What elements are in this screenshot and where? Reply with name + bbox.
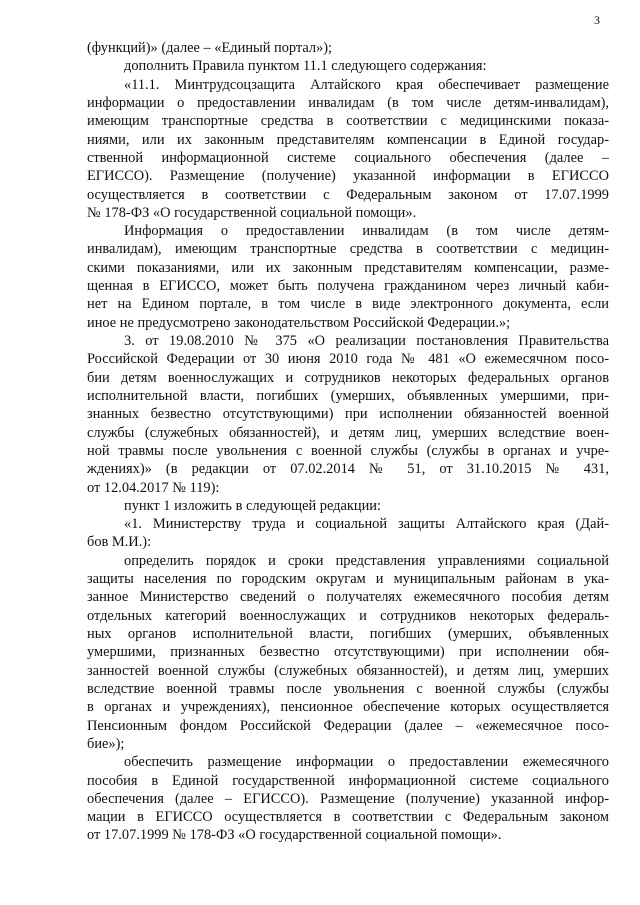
text-line: защиты населения по городским округам и муниципальным районам в ука- <box>87 571 609 588</box>
text-line: бии детям военнослужащих и сотрудников некоторых федеральных органов <box>87 369 609 386</box>
text-line: ственной информационной системе социального обеспечения (далее – <box>87 149 609 166</box>
text-line: бов М.И.): <box>87 534 152 551</box>
text-line: в органах и учреждениях), пенсионное обеспечение которых осуществляется <box>87 699 609 716</box>
text-line: умершими, признанных безвестно отсутствующими) при исполнении обя- <box>87 644 609 661</box>
text-line: № 178-ФЗ «О государственной социальной помощи». <box>87 204 417 221</box>
text-line: нет на Едином портале, в том числе в виде электронного документа, если <box>87 296 609 313</box>
text-line: (функций)» (далее – «Единый портал»); <box>87 40 333 56</box>
text-line: исполнительной власти, погибших (умерших, объявленных умершими, при- <box>87 387 609 404</box>
text-line: ных органов исполнительной власти, погибших (умерших, объявленных <box>87 626 609 642</box>
text-line: определить порядок и сроки представления управлениями социальной <box>124 552 609 569</box>
page-number: 3 <box>594 13 600 27</box>
text-line: от 17.07.1999 № 178-ФЗ «О государственной социальной помощи». <box>87 827 502 844</box>
document-body <box>87 39 609 845</box>
text-line: Пенсионным фондом Российской Федерации (далее – «ежемесячное посо- <box>87 717 609 734</box>
text-line: скими показаниями, или их законным представителям компенсации, разме- <box>87 259 609 276</box>
text-line: службы (служебных обязанностей), и детям лиц, умерших вследствие воен- <box>87 424 609 441</box>
text-line: отдельных категорий военнослужащих и сотрудников некоторых федераль- <box>87 607 609 624</box>
text-line: 3. от 19.08.2010 № 375 «О реализации постановления Правительства <box>124 333 609 349</box>
text-line: ждениях)» (в редакции от 07.02.2014 № 51, от 31.10.2015 № 431, <box>87 461 609 478</box>
text-line: вследствие военной травмы после увольнения с военной службы (службы <box>87 680 609 697</box>
text-line: пособия в Единой государственной информационной системе социального <box>87 772 609 789</box>
text-line: имеющим транспортные средства в соответствии с медицинскими показа- <box>87 113 609 130</box>
text-line: знанных безвестно отсутствующими) при исполнении обязанностей военной <box>87 406 609 423</box>
text-line: мации в ЕГИССО осуществляется в соответствии с Федеральным законом <box>87 809 609 826</box>
text-line: обеспечить размещение информации о предоставлении ежемесячного <box>124 754 609 771</box>
text-line: осуществляется в соответствии с Федеральным законом от 17.07.1999 <box>87 186 609 203</box>
text-line: занное Министерство сведений о получателях ежемесячного пособия детям <box>87 589 609 606</box>
text-line: щенная в ЕГИССО, может быть получена гражданином через личный каби- <box>87 278 609 295</box>
text-line: «11.1. Минтрудсоцзащита Алтайского края обеспечивает размещение <box>124 76 609 93</box>
text-line: ной травмы после увольнения с военной службы (службы в органах и учре- <box>87 442 609 459</box>
text-line: «1. Министерству труда и социальной защиты Алтайского края (Дай- <box>124 516 609 533</box>
text-line: занностей военной службы (служебных обязанностей), и детям лиц, умерших <box>87 662 609 679</box>
text-line: дополнить Правила пунктом 11.1 следующего содержания: <box>124 58 487 75</box>
text-line: информации о предоставлении инвалидам (в том числе детям-инвалидам), <box>87 94 609 111</box>
text-line: Информация о предоставлении инвалидам (в том числе детям- <box>124 223 609 240</box>
text-line: пункт 1 изложить в следующей редакции: <box>124 497 381 514</box>
text-line: бие»); <box>87 735 125 752</box>
text-line: от 12.04.2017 № 119): <box>87 479 220 496</box>
text-line: обеспечения (далее – ЕГИССО). Размещение (получение) указанной инфор- <box>87 790 609 807</box>
text-line: ЕГИССО). Размещение (получение) указанной информации в ЕГИССО <box>87 168 609 185</box>
text-line: инвалидам), имеющим транспортные средства в соответствии с медицин- <box>87 241 609 258</box>
text-line: Российской Федерации от 30 июня 2010 года № 481 «О ежемесячном посо- <box>87 351 609 368</box>
text-line: ниями, или их законным представителям компенсации в Единой государ- <box>87 131 609 148</box>
text-line: иное не предусмотрено законодательством Российской Федерации.»; <box>87 314 511 331</box>
